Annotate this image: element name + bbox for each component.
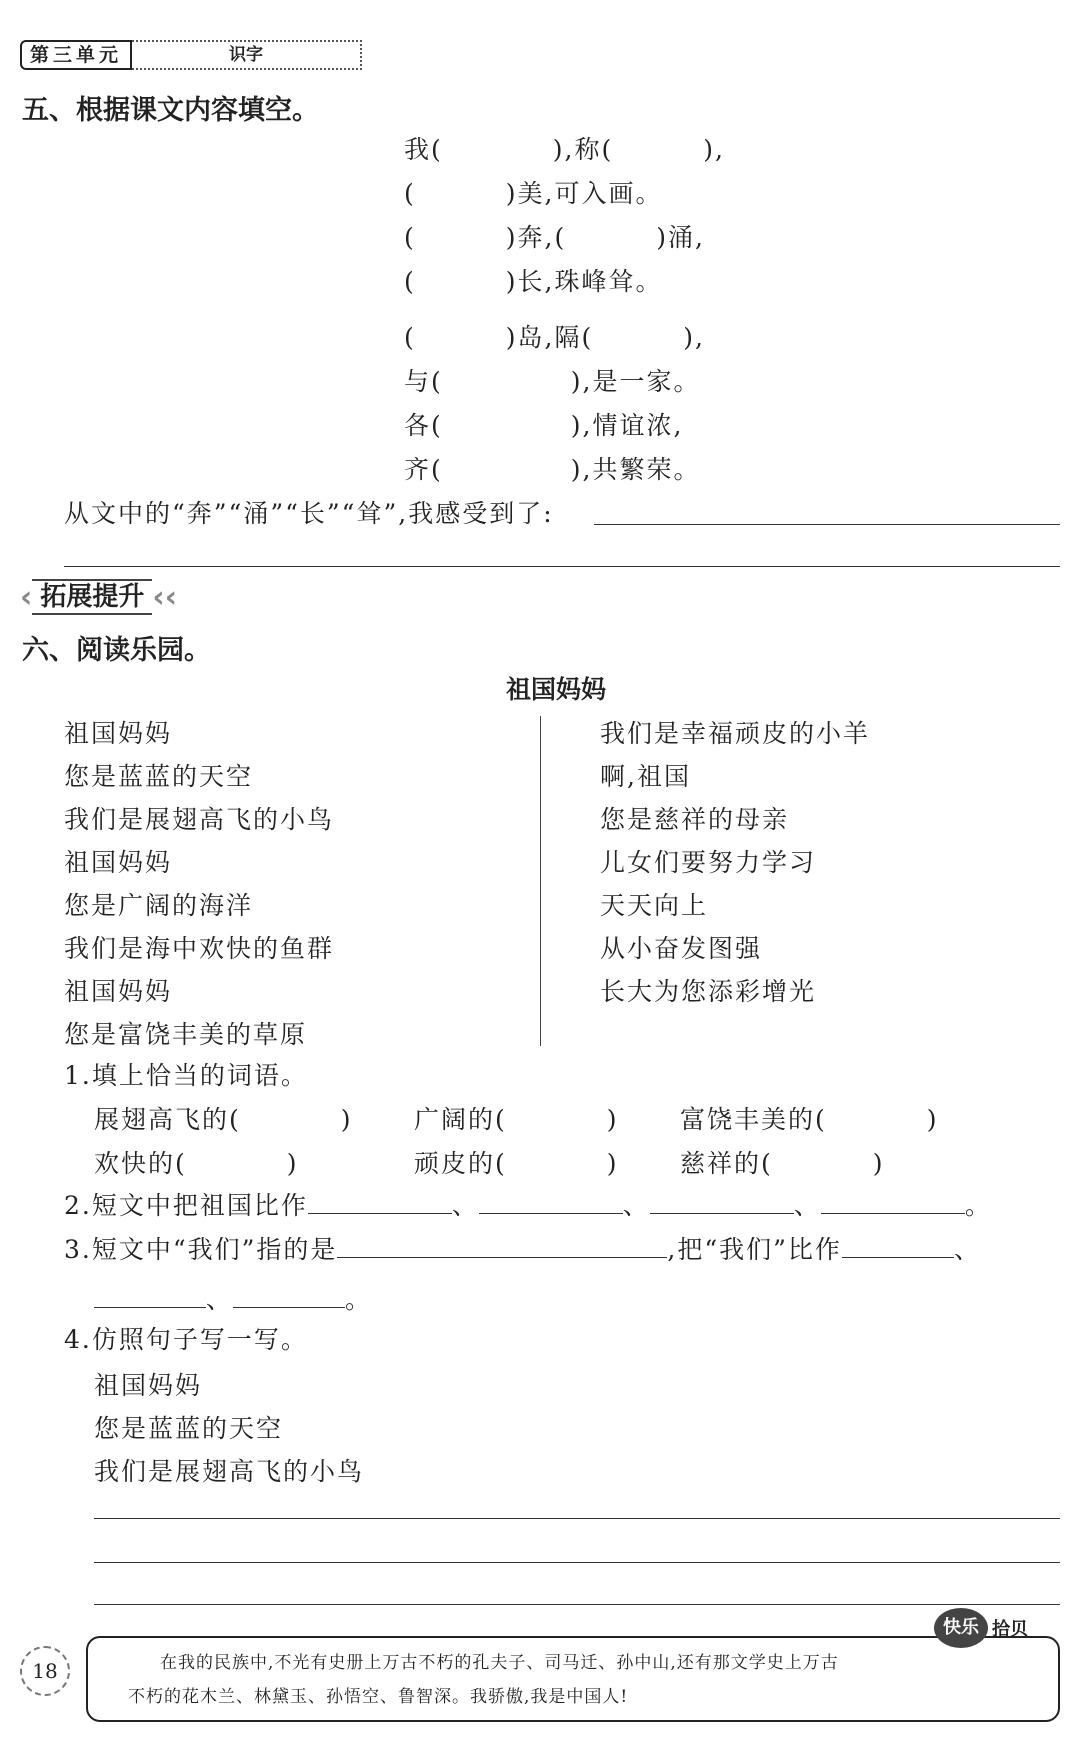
unit-label: 第三单元	[20, 40, 132, 70]
fill-line-3: ( )奔,( )涌,	[404, 223, 705, 252]
poem-line: 从小奋发图强	[600, 934, 763, 963]
page-number: 18	[20, 1646, 70, 1696]
poem-line: 天天向上	[600, 891, 709, 920]
answer-line[interactable]	[821, 1212, 965, 1214]
happy-logo	[934, 1606, 1028, 1650]
poem-line: 我们是海中欢快的鱼群	[64, 934, 335, 963]
answer-line[interactable]	[650, 1212, 794, 1214]
poem-line: 祖国妈妈	[64, 719, 173, 748]
example-line: 祖国妈妈	[94, 1371, 203, 1400]
question-1-label: 1.填上恰当的词语。	[64, 1061, 308, 1090]
section6-title: 六、阅读乐园。	[22, 635, 211, 666]
answer-line[interactable]	[479, 1212, 623, 1214]
answer-line[interactable]	[233, 1306, 345, 1308]
question-3-cont: 、 。	[94, 1280, 372, 1316]
q1-item: 顽皮的( )	[414, 1149, 619, 1178]
question-4-label: 4.仿照句子写一写。	[64, 1325, 308, 1354]
example-line: 您是蓝蓝的天空	[94, 1414, 284, 1443]
footer-text-line1: 在我的民族中,不光有史册上万古不朽的孔夫子、司马迁、孙中山,还有那文学史上万古	[160, 1653, 839, 1673]
footer-text-line2: 不朽的花木兰、林黛玉、孙悟空、鲁智深。我骄傲,我是中国人!	[128, 1687, 629, 1707]
poem-line: 您是广阔的海洋	[64, 891, 254, 920]
question-2: 2.短文中把祖国比作 、 、 、 。	[64, 1191, 992, 1220]
poem-line: 祖国妈妈	[64, 977, 173, 1006]
answer-line[interactable]	[308, 1212, 452, 1214]
extension-badge	[20, 578, 177, 616]
q1-item: 广阔的( )	[414, 1105, 619, 1134]
poem-line: 啊,祖国	[600, 762, 691, 791]
fill-line-7: 各( ),情谊浓,	[404, 411, 684, 440]
chevron-left-icon: ‹‹	[152, 579, 178, 615]
fill-line-8: 齐( ),共繁荣。	[404, 455, 701, 484]
writing-line[interactable]	[94, 1562, 1060, 1563]
poem-left-column	[64, 712, 334, 1056]
q1-item: 展翅高飞的( )	[94, 1105, 353, 1134]
badge-label: 拓展提升	[32, 579, 152, 615]
poem-right-column	[600, 712, 870, 1013]
column-divider	[540, 716, 541, 1046]
writing-line[interactable]	[94, 1518, 1060, 1519]
logo-side: 拾贝	[992, 1619, 1028, 1640]
q1-item: 富饶丰美的( )	[680, 1105, 939, 1134]
fill-line-2: ( )美,可入画。	[404, 179, 663, 208]
answer-line[interactable]	[64, 566, 1060, 567]
feeling-question: 从文中的“奔”“涌”“长”“耸”,我感受到了:	[64, 499, 554, 528]
poem-line: 我们是展翅高飞的小鸟	[64, 805, 335, 834]
footer-quote-box	[86, 1636, 1060, 1722]
answer-line[interactable]	[337, 1256, 667, 1258]
poem-line: 您是慈祥的母亲	[600, 805, 790, 834]
q1-item: 欢快的( )	[94, 1149, 299, 1178]
section5-title: 五、根据课文内容填空。	[22, 95, 319, 126]
answer-line[interactable]	[94, 1306, 206, 1308]
poem-line: 儿女们要努力学习	[600, 848, 817, 877]
example-line: 我们是展翅高飞的小鸟	[94, 1457, 365, 1486]
writing-line[interactable]	[94, 1604, 1060, 1605]
logo-main: 快乐	[934, 1608, 988, 1648]
unit-header	[20, 40, 362, 70]
fill-line-6: 与( ),是一家。	[404, 367, 701, 396]
poem-line: 您是蓝蓝的天空	[64, 762, 254, 791]
poem-title: 祖国妈妈	[506, 675, 607, 704]
fill-line-5: ( )岛,隔( ),	[404, 323, 705, 352]
question-3: 3.短文中“我们”指的是 ,把“我们”比作 、	[64, 1235, 981, 1264]
answer-line[interactable]	[842, 1256, 954, 1258]
q1-item: 慈祥的( )	[680, 1149, 885, 1178]
fill-line-1: 我( ),称( ),	[404, 135, 725, 164]
chevron-left-icon: ‹	[20, 579, 33, 615]
poem-line: 祖国妈妈	[64, 848, 173, 877]
poem-line: 长大为您添彩增光	[600, 977, 817, 1006]
poem-line: 我们是幸福顽皮的小羊	[600, 719, 871, 748]
answer-line[interactable]	[594, 524, 1060, 525]
unit-subtitle: 识字	[132, 40, 362, 70]
fill-line-4: ( )长,珠峰耸。	[404, 267, 663, 296]
q4-example	[94, 1364, 364, 1493]
poem-line: 您是富饶丰美的草原	[64, 1020, 308, 1049]
